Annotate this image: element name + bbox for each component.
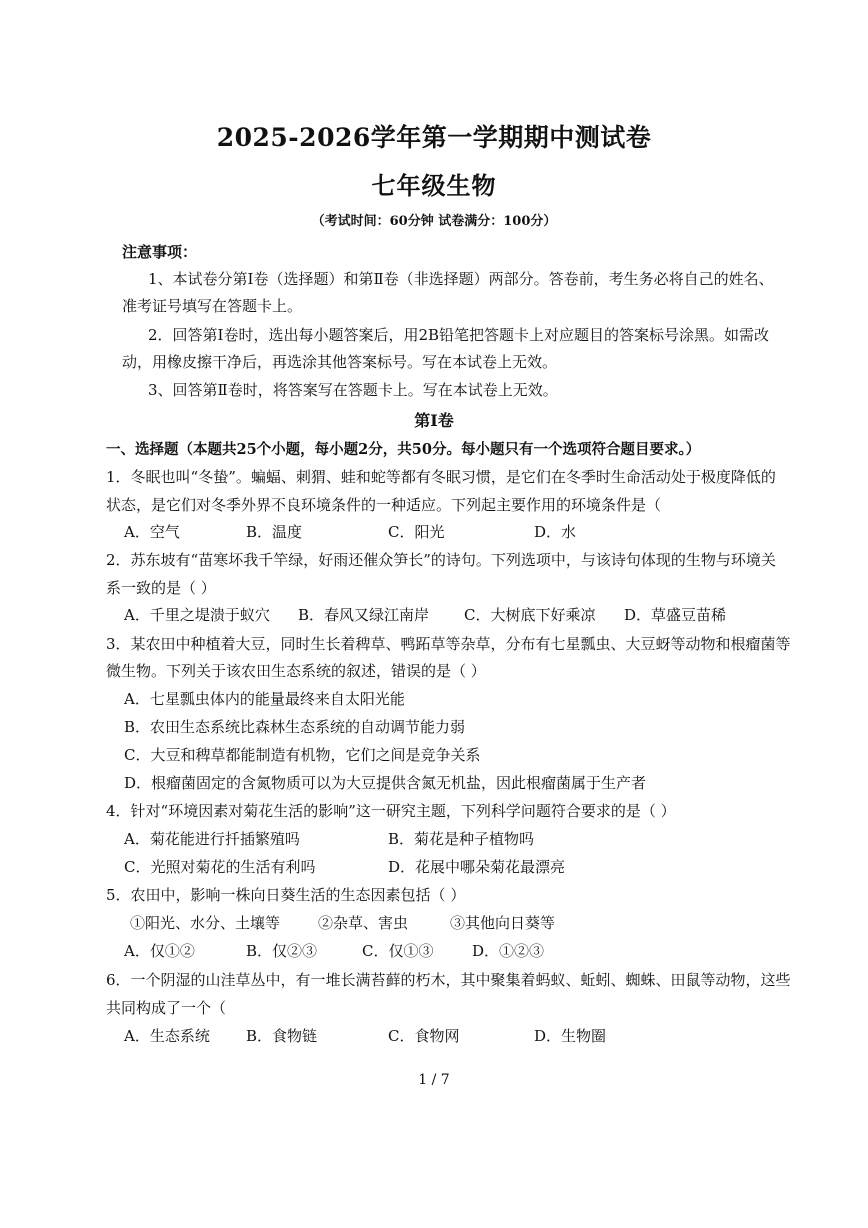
- q3-option-d: D．根瘤菌固定的含氮物质可以为大豆提供含氮无机盐，因此根瘤菌属于生产者: [124, 774, 647, 792]
- q5-factor-2: ②杂草、害虫: [318, 914, 409, 932]
- q4-line-1: 4．针对“环境因素对菊花生活的影响”这一研究主题，下列科学问题符合要求的是（ ）: [106, 802, 676, 820]
- q5-line-1: 5．农田中，影响一株向日葵生活的生态因素包括（ ）: [106, 886, 466, 904]
- q2-option-c: C．大树底下好乘凉: [464, 606, 596, 624]
- q3-line-1: 3．某农田中种植着大豆，同时生长着稗草、鸭跖草等杂草，分布有七星瓢虫、大豆蚜等动物和根瘤菌等: [106, 635, 791, 653]
- q4-option-b: B．菊花是种子植物吗: [388, 830, 535, 848]
- q3-option-c: C．大豆和稗草都能制造有机物，它们之间是竞争关系: [124, 746, 481, 764]
- q5-factor-1: ①阳光、水分、土壤等: [130, 914, 281, 932]
- q2-option-d: D．草盛豆苗稀: [624, 606, 727, 624]
- q5-option-c: C．仅①③: [362, 942, 434, 960]
- note-3: 3、回答第Ⅱ卷时，将答案写在答题卡上。写在本试卷上无效。: [148, 381, 558, 399]
- page-number: 1 / 7: [418, 1072, 450, 1088]
- q1-option-d: D．水: [534, 523, 577, 541]
- q1-line-1: 1．冬眠也叫“冬蛰”。蝙蝠、刺猬、蛙和蛇等都有冬眠习惯，是它们在冬季时生命活动处于极度降低的: [106, 468, 776, 486]
- exam-subject: 七年级生物: [371, 171, 497, 200]
- q2-option-b: B．春风又绿江南岸: [298, 606, 430, 624]
- q2-line-2: 系一致的是（ ）: [106, 579, 216, 597]
- q4-option-d: D．花展中哪朵菊花最漂亮: [388, 858, 566, 876]
- q2-line-1: 2．苏东坡有“苗寒坏我千竿绿，好雨还催众笋长”的诗句。下列选项中，与该诗句体现的生物与环境关: [106, 551, 776, 569]
- q1-option-a: A．空气: [124, 523, 180, 541]
- q6-line-1: 6．一个阴湿的山洼草丛中，有一堆长满苔藓的朽木，其中聚集着蚂蚁、蚯蚓、蜘蛛、田鼠等动物，这些: [106, 971, 791, 989]
- section-heading: 一、选择题（本题共25个小题，每小题2分，共50分。每小题只有一个选项符合题目要求。）: [106, 441, 701, 458]
- q3-option-a: A．七星瓢虫体内的能量最终来自太阳光能: [124, 690, 405, 708]
- q5-factor-3: ③其他向日葵等: [450, 914, 556, 932]
- q1-option-b: B．温度: [246, 523, 303, 541]
- q1-line-2: 状态，是它们对冬季外界不良环境条件的一种适应。下列起主要作用的环境条件是（: [106, 496, 662, 514]
- exam-title: 2025-2026学年第一学期期中测试卷: [216, 123, 652, 152]
- q3-line-2: 微生物。下列关于该农田生态系统的叙述，错误的是（ ）: [106, 662, 486, 680]
- q6-option-c: C．食物网: [388, 1027, 460, 1045]
- note-1-line-1: 1、本试卷分第Ⅰ卷（选择题）和第Ⅱ卷（非选择题）两部分。答卷前，考生务必将自己的姓名、: [148, 270, 774, 288]
- note-2-line-1: 2．回答第Ⅰ卷时，选出每小题答案后，用2B铅笔把答题卡上对应题目的答案标号涂黑。如需改: [148, 326, 770, 344]
- q2-option-a: A．千里之堤溃于蚁穴: [124, 606, 270, 624]
- part-1-title: 第Ⅰ卷: [414, 411, 454, 430]
- q5-option-a: A．仅①②: [124, 942, 195, 960]
- note-2-line-2: 动，用橡皮擦干净后，再选涂其他答案标号。写在本试卷上无效。: [122, 353, 558, 371]
- q3-option-b: B．农田生态系统比森林生态系统的自动调节能力弱: [124, 718, 466, 736]
- q6-option-b: B．食物链: [246, 1027, 318, 1045]
- q4-option-a: A．菊花能进行扦插繁殖吗: [124, 830, 300, 848]
- q4-option-c: C．光照对菊花的生活有利吗: [124, 858, 316, 876]
- q6-line-2: 共同构成了一个（: [106, 999, 227, 1017]
- q6-option-d: D．生物圈: [534, 1027, 607, 1045]
- notes-heading: 注意事项：: [122, 243, 198, 261]
- q5-option-d: D．①②③: [472, 942, 545, 960]
- note-1-line-2: 准考证号填写在答题卡上。: [122, 297, 303, 315]
- exam-info: （考试时间：60分钟 试卷满分：100分）: [311, 214, 557, 229]
- q1-option-c: C．阳光: [388, 523, 445, 541]
- q6-option-a: A．生态系统: [124, 1027, 210, 1045]
- q5-option-b: B．仅②③: [246, 942, 318, 960]
